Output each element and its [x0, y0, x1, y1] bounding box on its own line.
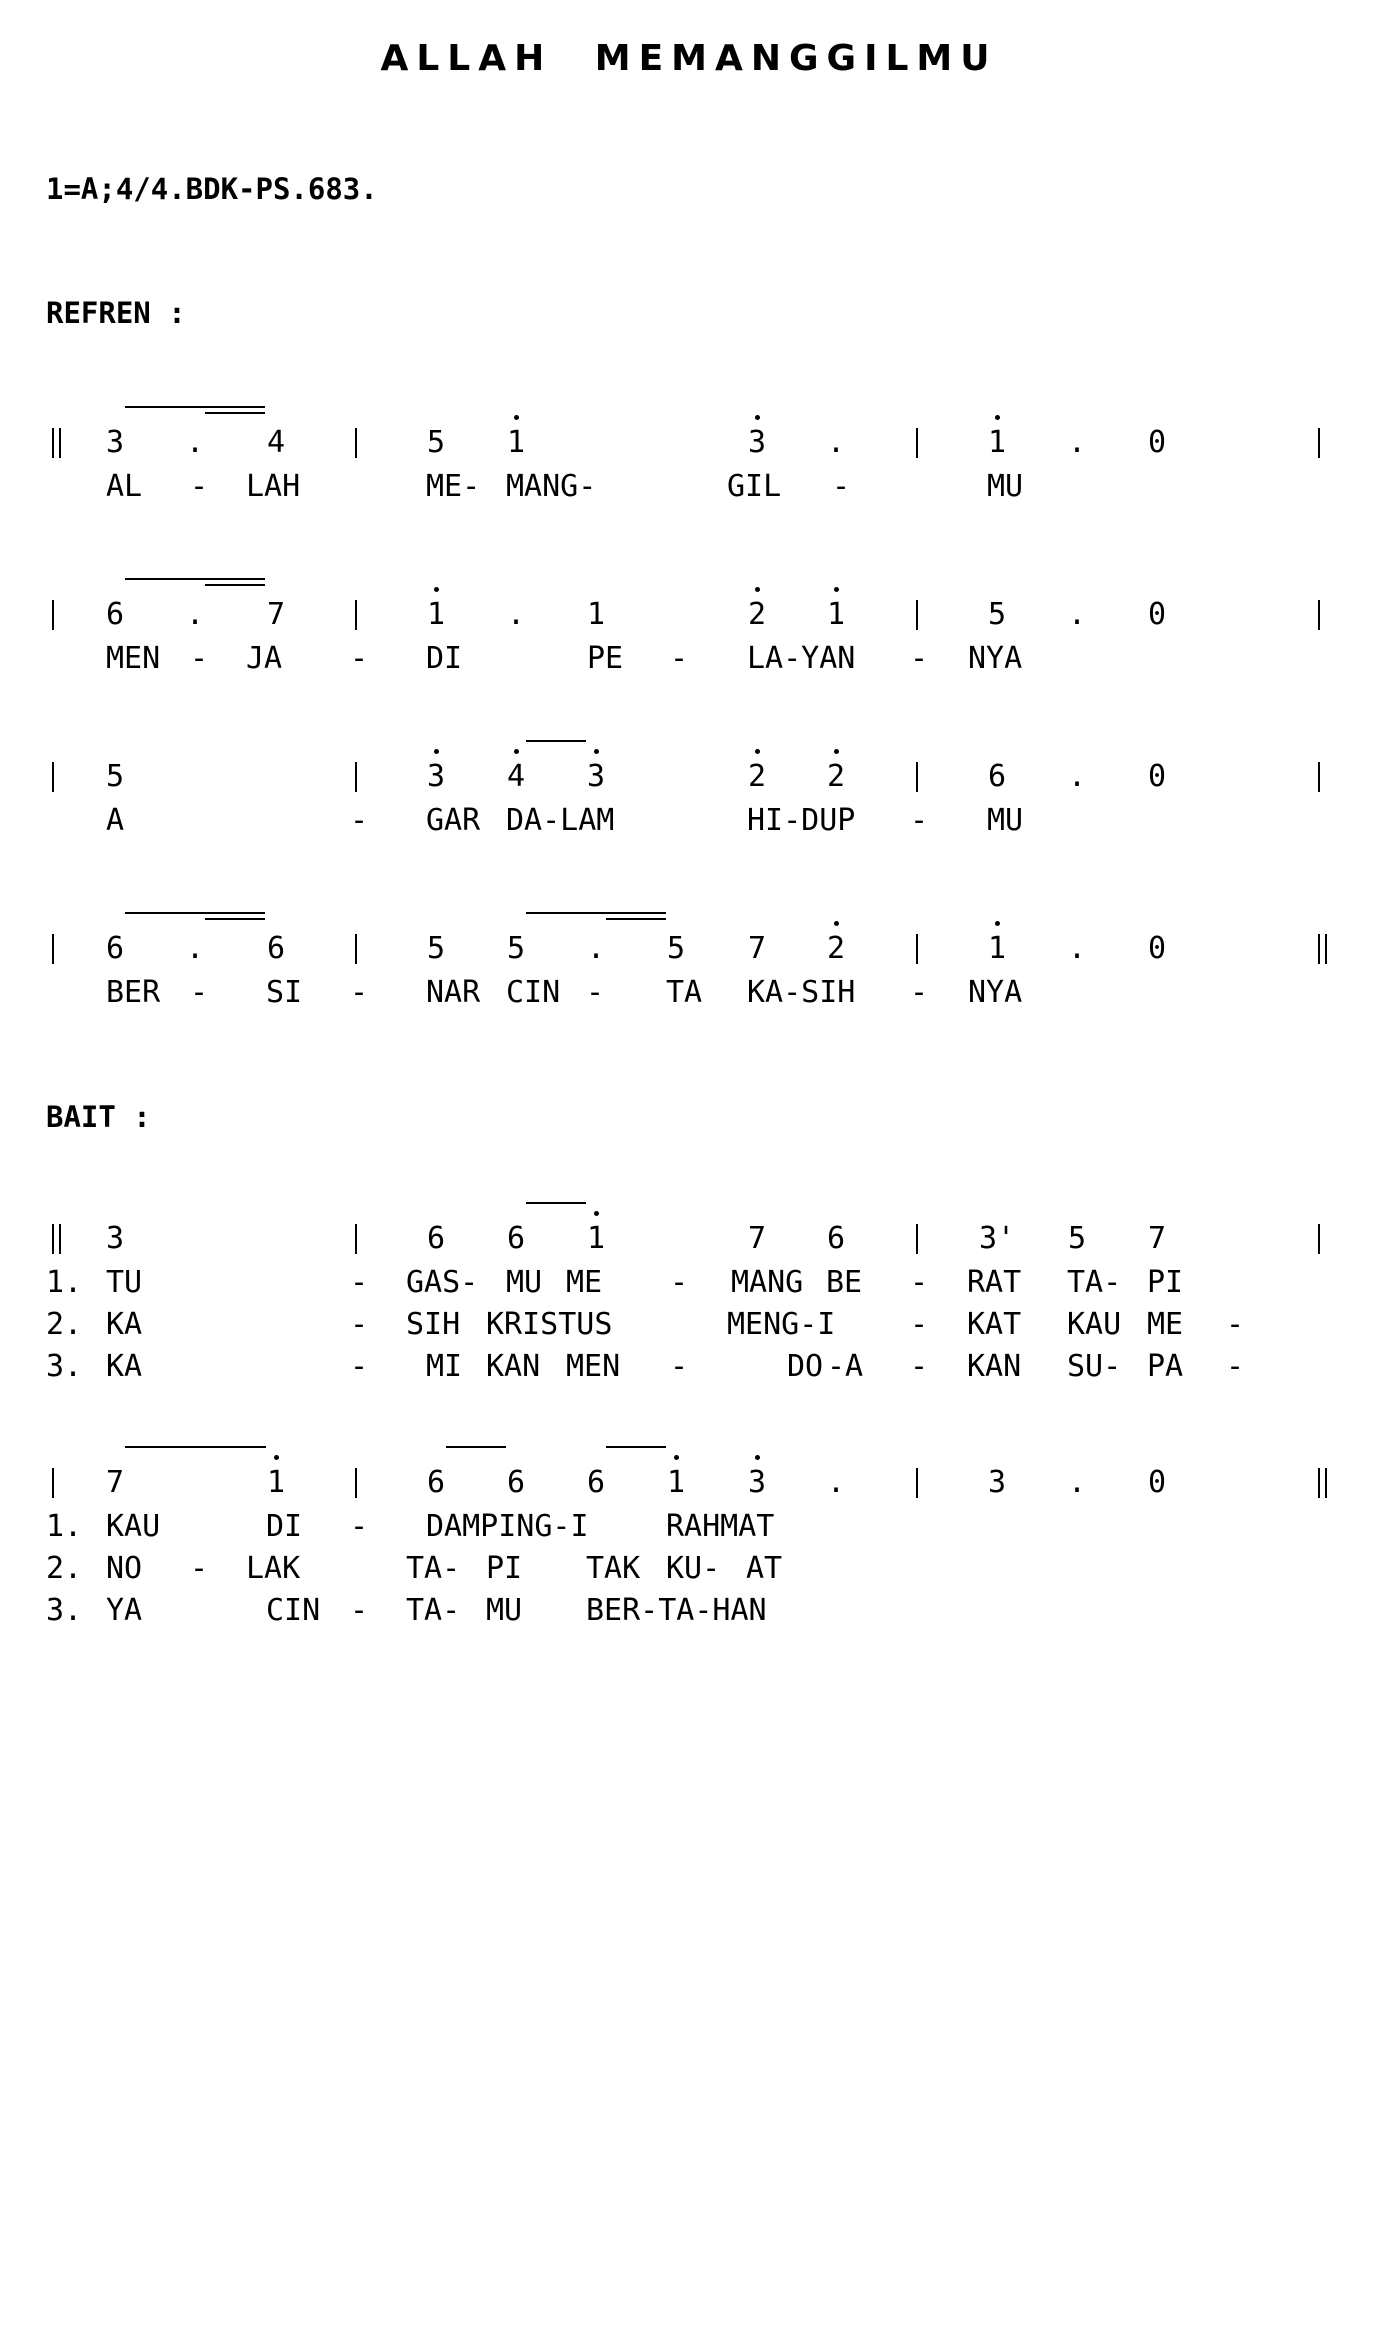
- lyric-syllable: BER-TA-HAN: [586, 1593, 767, 1628]
- lyric-syllable: MANG: [731, 1265, 804, 1300]
- octave-dot: [674, 1455, 679, 1460]
- note: .: [826, 1465, 846, 1500]
- lyric-syllable: -: [350, 1307, 369, 1342]
- note: 6: [987, 759, 1007, 794]
- lyric-syllable: HI-DUP: [747, 803, 856, 838]
- note: 6: [426, 1465, 446, 1500]
- lyric-syllable: DA-LAM: [506, 803, 615, 838]
- note: .: [1067, 425, 1087, 460]
- note: 5: [506, 931, 526, 966]
- lyric-syllable: 1.: [46, 1265, 83, 1300]
- lyric-syllable: 2.: [46, 1551, 83, 1586]
- lyric-syllable: -: [670, 641, 689, 676]
- note: 2: [826, 931, 846, 966]
- barline: [1318, 762, 1320, 792]
- lyric-syllable: NYA: [968, 641, 1023, 676]
- barline: [52, 934, 54, 964]
- song-title: ALLAH MEMANGGILMU: [380, 38, 998, 79]
- lyric-syllable: -A: [827, 1349, 864, 1384]
- lyric-syllable: MU: [987, 803, 1024, 838]
- lyric-syllable: TU: [106, 1265, 143, 1300]
- lyric-syllable: GAR: [426, 803, 481, 838]
- beam-line: [606, 1446, 666, 1448]
- note: 6: [826, 1221, 846, 1256]
- note: 6: [506, 1465, 526, 1500]
- lyric-syllable: DO: [787, 1349, 824, 1384]
- note: .: [826, 425, 846, 460]
- barline: [355, 1468, 357, 1498]
- note: .: [1067, 597, 1087, 632]
- lyric-syllable: -: [350, 1265, 369, 1300]
- note: 5: [987, 597, 1007, 632]
- note: 6: [426, 1221, 446, 1256]
- lyric-syllable: -: [190, 469, 209, 504]
- beam-line: [526, 740, 586, 742]
- note: 3: [747, 425, 767, 460]
- octave-dot: [834, 749, 839, 754]
- note: 0: [1147, 1465, 1167, 1500]
- lyric-syllable: CIN: [266, 1593, 321, 1628]
- note: 5: [1067, 1221, 1087, 1256]
- note: 3: [105, 1221, 125, 1256]
- lyric-syllable: AL: [106, 469, 143, 504]
- note: 2: [747, 759, 767, 794]
- lyric-syllable: KRISTUS: [486, 1307, 613, 1342]
- note: .: [586, 931, 606, 966]
- lyric-syllable: -: [190, 975, 209, 1010]
- lyric-syllable: NAR: [426, 975, 481, 1010]
- lyric-syllable: SI: [266, 975, 303, 1010]
- double-barline: [52, 428, 61, 458]
- note: 7: [266, 597, 286, 632]
- octave-dot: [755, 749, 760, 754]
- lyric-syllable: -: [910, 803, 929, 838]
- lyric-syllable: NYA: [968, 975, 1023, 1010]
- note: 6: [105, 931, 125, 966]
- barline: [1318, 1224, 1320, 1254]
- note: 7: [105, 1465, 125, 1500]
- lyric-syllable: MENG-I: [727, 1307, 836, 1342]
- note: .: [185, 931, 205, 966]
- barline: [355, 762, 357, 792]
- lyric-syllable: -: [586, 975, 605, 1010]
- note: .: [185, 597, 205, 632]
- note: 3: [105, 425, 125, 460]
- beam-line: [205, 918, 265, 920]
- note: .: [506, 597, 526, 632]
- lyric-syllable: MANG-: [506, 469, 597, 504]
- barline: [52, 1468, 54, 1498]
- note: 5: [426, 425, 446, 460]
- lyric-syllable: KA-SIH: [747, 975, 856, 1010]
- octave-dot: [834, 921, 839, 926]
- lyric-syllable: 2.: [46, 1307, 83, 1342]
- barline: [916, 934, 918, 964]
- lyric-syllable: CIN: [506, 975, 561, 1010]
- octave-dot: [274, 1455, 279, 1460]
- note: 4: [506, 759, 526, 794]
- beam-line: [205, 412, 265, 414]
- note: 3: [987, 1465, 1007, 1500]
- lyric-syllable: MEN: [106, 641, 161, 676]
- octave-dot: [514, 415, 519, 420]
- beam-line: [526, 1202, 586, 1204]
- lyric-syllable: KAT: [967, 1307, 1022, 1342]
- lyric-syllable: KAU: [106, 1509, 161, 1544]
- octave-dot: [594, 1211, 599, 1216]
- note: 5: [426, 931, 446, 966]
- lyric-syllable: KAN: [486, 1349, 541, 1384]
- barline: [355, 1224, 357, 1254]
- octave-dot: [755, 587, 760, 592]
- barline: [916, 1468, 918, 1498]
- lyric-syllable: -: [350, 641, 369, 676]
- note: 7: [747, 931, 767, 966]
- lyric-syllable: BER: [106, 975, 161, 1010]
- note: .: [1067, 1465, 1087, 1500]
- barline: [916, 428, 918, 458]
- lyric-syllable: MU: [987, 469, 1024, 504]
- note: 4: [266, 425, 286, 460]
- barline: [916, 600, 918, 630]
- lyric-syllable: RAHMAT: [666, 1509, 775, 1544]
- lyric-syllable: SU-: [1067, 1349, 1122, 1384]
- note: .: [185, 425, 205, 460]
- lyric-syllable: DAMPING-I: [426, 1509, 589, 1544]
- lyric-syllable: PA: [1147, 1349, 1184, 1384]
- lyric-syllable: -: [670, 1349, 689, 1384]
- barline: [355, 428, 357, 458]
- lyric-syllable: ME: [1147, 1307, 1184, 1342]
- note: 3: [747, 1465, 767, 1500]
- bait-label: BAIT :: [46, 1100, 151, 1134]
- lyric-syllable: DI: [266, 1509, 303, 1544]
- lyric-syllable: 3.: [46, 1593, 83, 1628]
- note: 1: [586, 1221, 606, 1256]
- barline: [916, 762, 918, 792]
- note: 0: [1147, 425, 1167, 460]
- beam-line: [125, 578, 265, 580]
- note: 5: [666, 931, 686, 966]
- octave-dot: [834, 587, 839, 592]
- note: 1: [266, 1465, 286, 1500]
- lyric-syllable: BE: [826, 1265, 863, 1300]
- octave-dot: [434, 749, 439, 754]
- barline: [916, 1224, 918, 1254]
- note: 2: [826, 759, 846, 794]
- beam-line: [205, 584, 265, 586]
- note: 0: [1147, 597, 1167, 632]
- lyric-syllable: PI: [1147, 1265, 1184, 1300]
- lyric-syllable: -: [910, 1265, 929, 1300]
- note: 3': [978, 1221, 1016, 1256]
- beam-line: [125, 912, 265, 914]
- lyric-syllable: KU-: [666, 1551, 721, 1586]
- lyric-syllable: -: [350, 1593, 369, 1628]
- lyric-syllable: AT: [746, 1551, 783, 1586]
- double-barline: [52, 1224, 61, 1254]
- lyric-syllable: ME-: [426, 469, 481, 504]
- lyric-syllable: -: [910, 641, 929, 676]
- note: .: [1067, 931, 1087, 966]
- note: 1: [506, 425, 526, 460]
- lyric-syllable: TA-: [406, 1593, 461, 1628]
- lyric-syllable: MI: [426, 1349, 463, 1384]
- octave-dot: [514, 749, 519, 754]
- lyric-syllable: LAH: [246, 469, 301, 504]
- lyric-syllable: MU: [486, 1593, 523, 1628]
- lyric-syllable: RAT: [967, 1265, 1022, 1300]
- lyric-syllable: KAN: [967, 1349, 1022, 1384]
- lyric-syllable: -: [350, 1509, 369, 1544]
- note: 1: [586, 597, 606, 632]
- octave-dot: [594, 749, 599, 754]
- double-barline: [1318, 1468, 1327, 1498]
- lyric-syllable: TAK: [586, 1551, 641, 1586]
- note: 7: [747, 1221, 767, 1256]
- barline: [52, 600, 54, 630]
- lyric-syllable: NO: [106, 1551, 143, 1586]
- octave-dot: [434, 587, 439, 592]
- note: 6: [506, 1221, 526, 1256]
- note: 3: [586, 759, 606, 794]
- lyric-syllable: MEN: [566, 1349, 621, 1384]
- barline: [355, 600, 357, 630]
- lyric-syllable: DI: [426, 641, 463, 676]
- lyric-syllable: -: [350, 975, 369, 1010]
- note: 2: [747, 597, 767, 632]
- octave-dot: [755, 415, 760, 420]
- lyric-syllable: GIL: [727, 469, 782, 504]
- note: 7: [1147, 1221, 1167, 1256]
- beam-line: [125, 1446, 266, 1448]
- lyric-syllable: -: [910, 975, 929, 1010]
- beam-line: [125, 406, 265, 408]
- lyric-syllable: MU: [506, 1265, 543, 1300]
- lyric-syllable: KA: [106, 1349, 143, 1384]
- refren-label: REFREN :: [46, 296, 186, 330]
- barline: [1318, 428, 1320, 458]
- note: 1: [666, 1465, 686, 1500]
- note: 1: [987, 931, 1007, 966]
- lyric-syllable: A: [106, 803, 125, 838]
- lyric-syllable: ME: [566, 1265, 603, 1300]
- lyric-syllable: LAK: [246, 1551, 301, 1586]
- lyric-syllable: -: [1226, 1307, 1245, 1342]
- note: 1: [987, 425, 1007, 460]
- lyric-syllable: PI: [486, 1551, 523, 1586]
- lyric-syllable: TA: [666, 975, 703, 1010]
- note: 0: [1147, 931, 1167, 966]
- lyric-syllable: -: [190, 641, 209, 676]
- lyric-syllable: JA: [246, 641, 283, 676]
- octave-dot: [995, 921, 1000, 926]
- lyric-syllable: -: [670, 1265, 689, 1300]
- lyric-syllable: -: [190, 1551, 209, 1586]
- lyric-syllable: YA: [106, 1593, 143, 1628]
- lyric-syllable: -: [832, 469, 851, 504]
- note: 6: [586, 1465, 606, 1500]
- lyric-syllable: PE: [587, 641, 624, 676]
- lyric-syllable: 1.: [46, 1509, 83, 1544]
- lyric-syllable: GAS-: [406, 1265, 479, 1300]
- note: 1: [826, 597, 846, 632]
- lyric-syllable: -: [350, 803, 369, 838]
- octave-dot: [995, 415, 1000, 420]
- lyric-syllable: -: [910, 1349, 929, 1384]
- beam-line: [526, 912, 666, 914]
- note: 5: [105, 759, 125, 794]
- double-barline: [1318, 934, 1327, 964]
- note: 0: [1147, 759, 1167, 794]
- note: 6: [105, 597, 125, 632]
- note: .: [1067, 759, 1087, 794]
- lyric-syllable: KAU: [1067, 1307, 1122, 1342]
- note: 1: [426, 597, 446, 632]
- note: 3: [426, 759, 446, 794]
- lyric-syllable: 3.: [46, 1349, 83, 1384]
- lyric-syllable: TA-: [1067, 1265, 1122, 1300]
- beam-line: [606, 918, 666, 920]
- barline: [355, 934, 357, 964]
- lyric-syllable: LA-YAN: [747, 641, 856, 676]
- barline: [52, 762, 54, 792]
- key-signature: 1=A;4/4.BDK-PS.683.: [46, 172, 378, 206]
- octave-dot: [755, 1455, 760, 1460]
- beam-line: [446, 1446, 506, 1448]
- lyric-syllable: SIH: [406, 1307, 461, 1342]
- lyric-syllable: -: [910, 1307, 929, 1342]
- note: 6: [266, 931, 286, 966]
- lyric-syllable: KA: [106, 1307, 143, 1342]
- lyric-syllable: -: [1226, 1349, 1245, 1384]
- barline: [1318, 600, 1320, 630]
- lyric-syllable: -: [350, 1349, 369, 1384]
- lyric-syllable: TA-: [406, 1551, 461, 1586]
